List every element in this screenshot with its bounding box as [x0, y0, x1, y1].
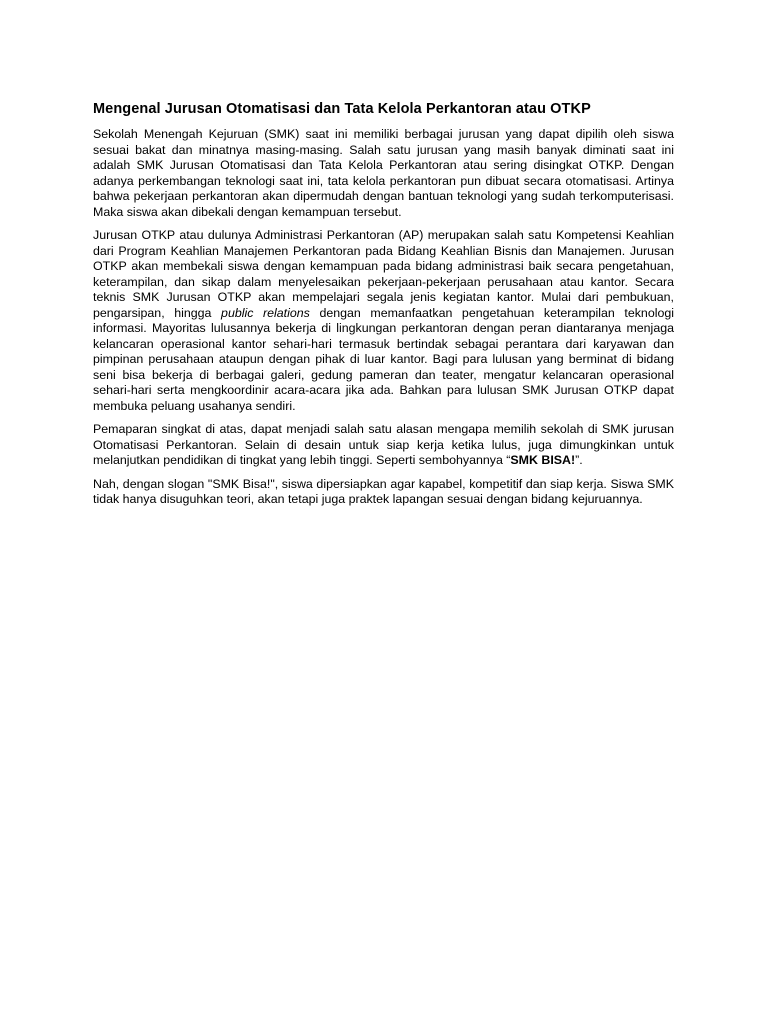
document-page: [93, 100, 674, 516]
document-title: Mengenal Jurusan Otomatisasi dan Tata Kelola Perkantoran atau OTKP: [93, 101, 591, 117]
paragraph-4-text: Nah, dengan slogan "SMK Bisa!", siswa dipersiapkan agar kapabel, kompetitif dan siap kerja. Siswa SMK tidak hanya disuguhkan teori, akan tetapi juga praktek lapangan sesuai dengan bidang kejuruannya.: [93, 476, 674, 506]
paragraph-4: [93, 477, 674, 508]
paragraph-1-text: Sekolah Menengah Kejuruan (SMK) saat ini memiliki berbagai jurusan yang dapat dipilih oleh siswa sesuai bakat dan minatnya masing-masing. Salah satu jurusan yang masih banyak diminati saat ini adalah SMK Jurusan Otomatisasi dan Tata Kelola Perkantoran atau sering disingkat OTKP. Dengan adanya perkembangan teknologi saat ini, tata kelola perkantoran pun dibuat secara otomatisasi. Artinya bahwa pekerjaan perkantoran akan dipermudah dengan bantuan teknologi yang sudah terkomputerisasi. Maka siswa akan dibekali dengan kemampuan tersebut.: [93, 127, 674, 219]
paragraph-3: [93, 422, 674, 469]
paragraph-2-italic-term: public relations: [221, 305, 310, 320]
paragraph-2: [93, 228, 674, 414]
paragraph-2-text-after: dengan memanfaatkan pengetahuan keterampilan teknologi informasi. Mayoritas lulusannya bekerja di lingkungan perkantoran dengan peran diantaranya menjaga kelancaran operasional kantor sehari-hari termasuk bertindak sebagai perantara dari karyawan dan pimpinan perusahaan ataupun dengan pihak di luar kantor. Bagi para lulusan yang berminat di bidang seni bisa bekerja di berbagai galeri, gedung pameran dan teater, mengatur kelancaran operasional sehari-hari serta mengkoordinir acara-acara jika ada. Bahkan para lulusan SMK Jurusan OTKP dapat membuka peluang usahanya sendiri.: [93, 305, 675, 413]
paragraph-3-text-after: ”.: [575, 453, 583, 467]
paragraph-1: [93, 127, 674, 220]
paragraph-3-text-before: Pemaparan singkat di atas, dapat menjadi salah satu alasan mengapa memilih sekolah di SMK jurusan Otomatisasi Perkantoran. Selain di desain untuk siap kerja ketika lulus, juga dimungkinkan untuk melanjutkan pendidikan di tingkat yang lebih tinggi. Seperti sembohyannya “: [93, 422, 674, 467]
paragraph-2-text-before: Jurusan OTKP atau dulunya Administrasi Perkantoran (AP) merupakan salah satu Kompetensi Keahlian dari Program Keahlian Manajemen Perkantoran pada Bidang Keahlian Bisnis dan Manajemen. Jurusan OTKP akan membekali siswa dengan kemampuan pada bidang administrasi baik secara pengetahuan, keterampilan, dan sikap dalam menyelesaikan pekerjaan-pekerjaan perusahaan atau kantor. Secara teknis SMK Jurusan OTKP akan mempelajari segala jenis kegiatan kantor. Mulai dari pembukuan, pengarsipan, hingga: [93, 228, 674, 320]
paragraph-3-bold-slogan: SMK BISA!: [510, 453, 576, 467]
